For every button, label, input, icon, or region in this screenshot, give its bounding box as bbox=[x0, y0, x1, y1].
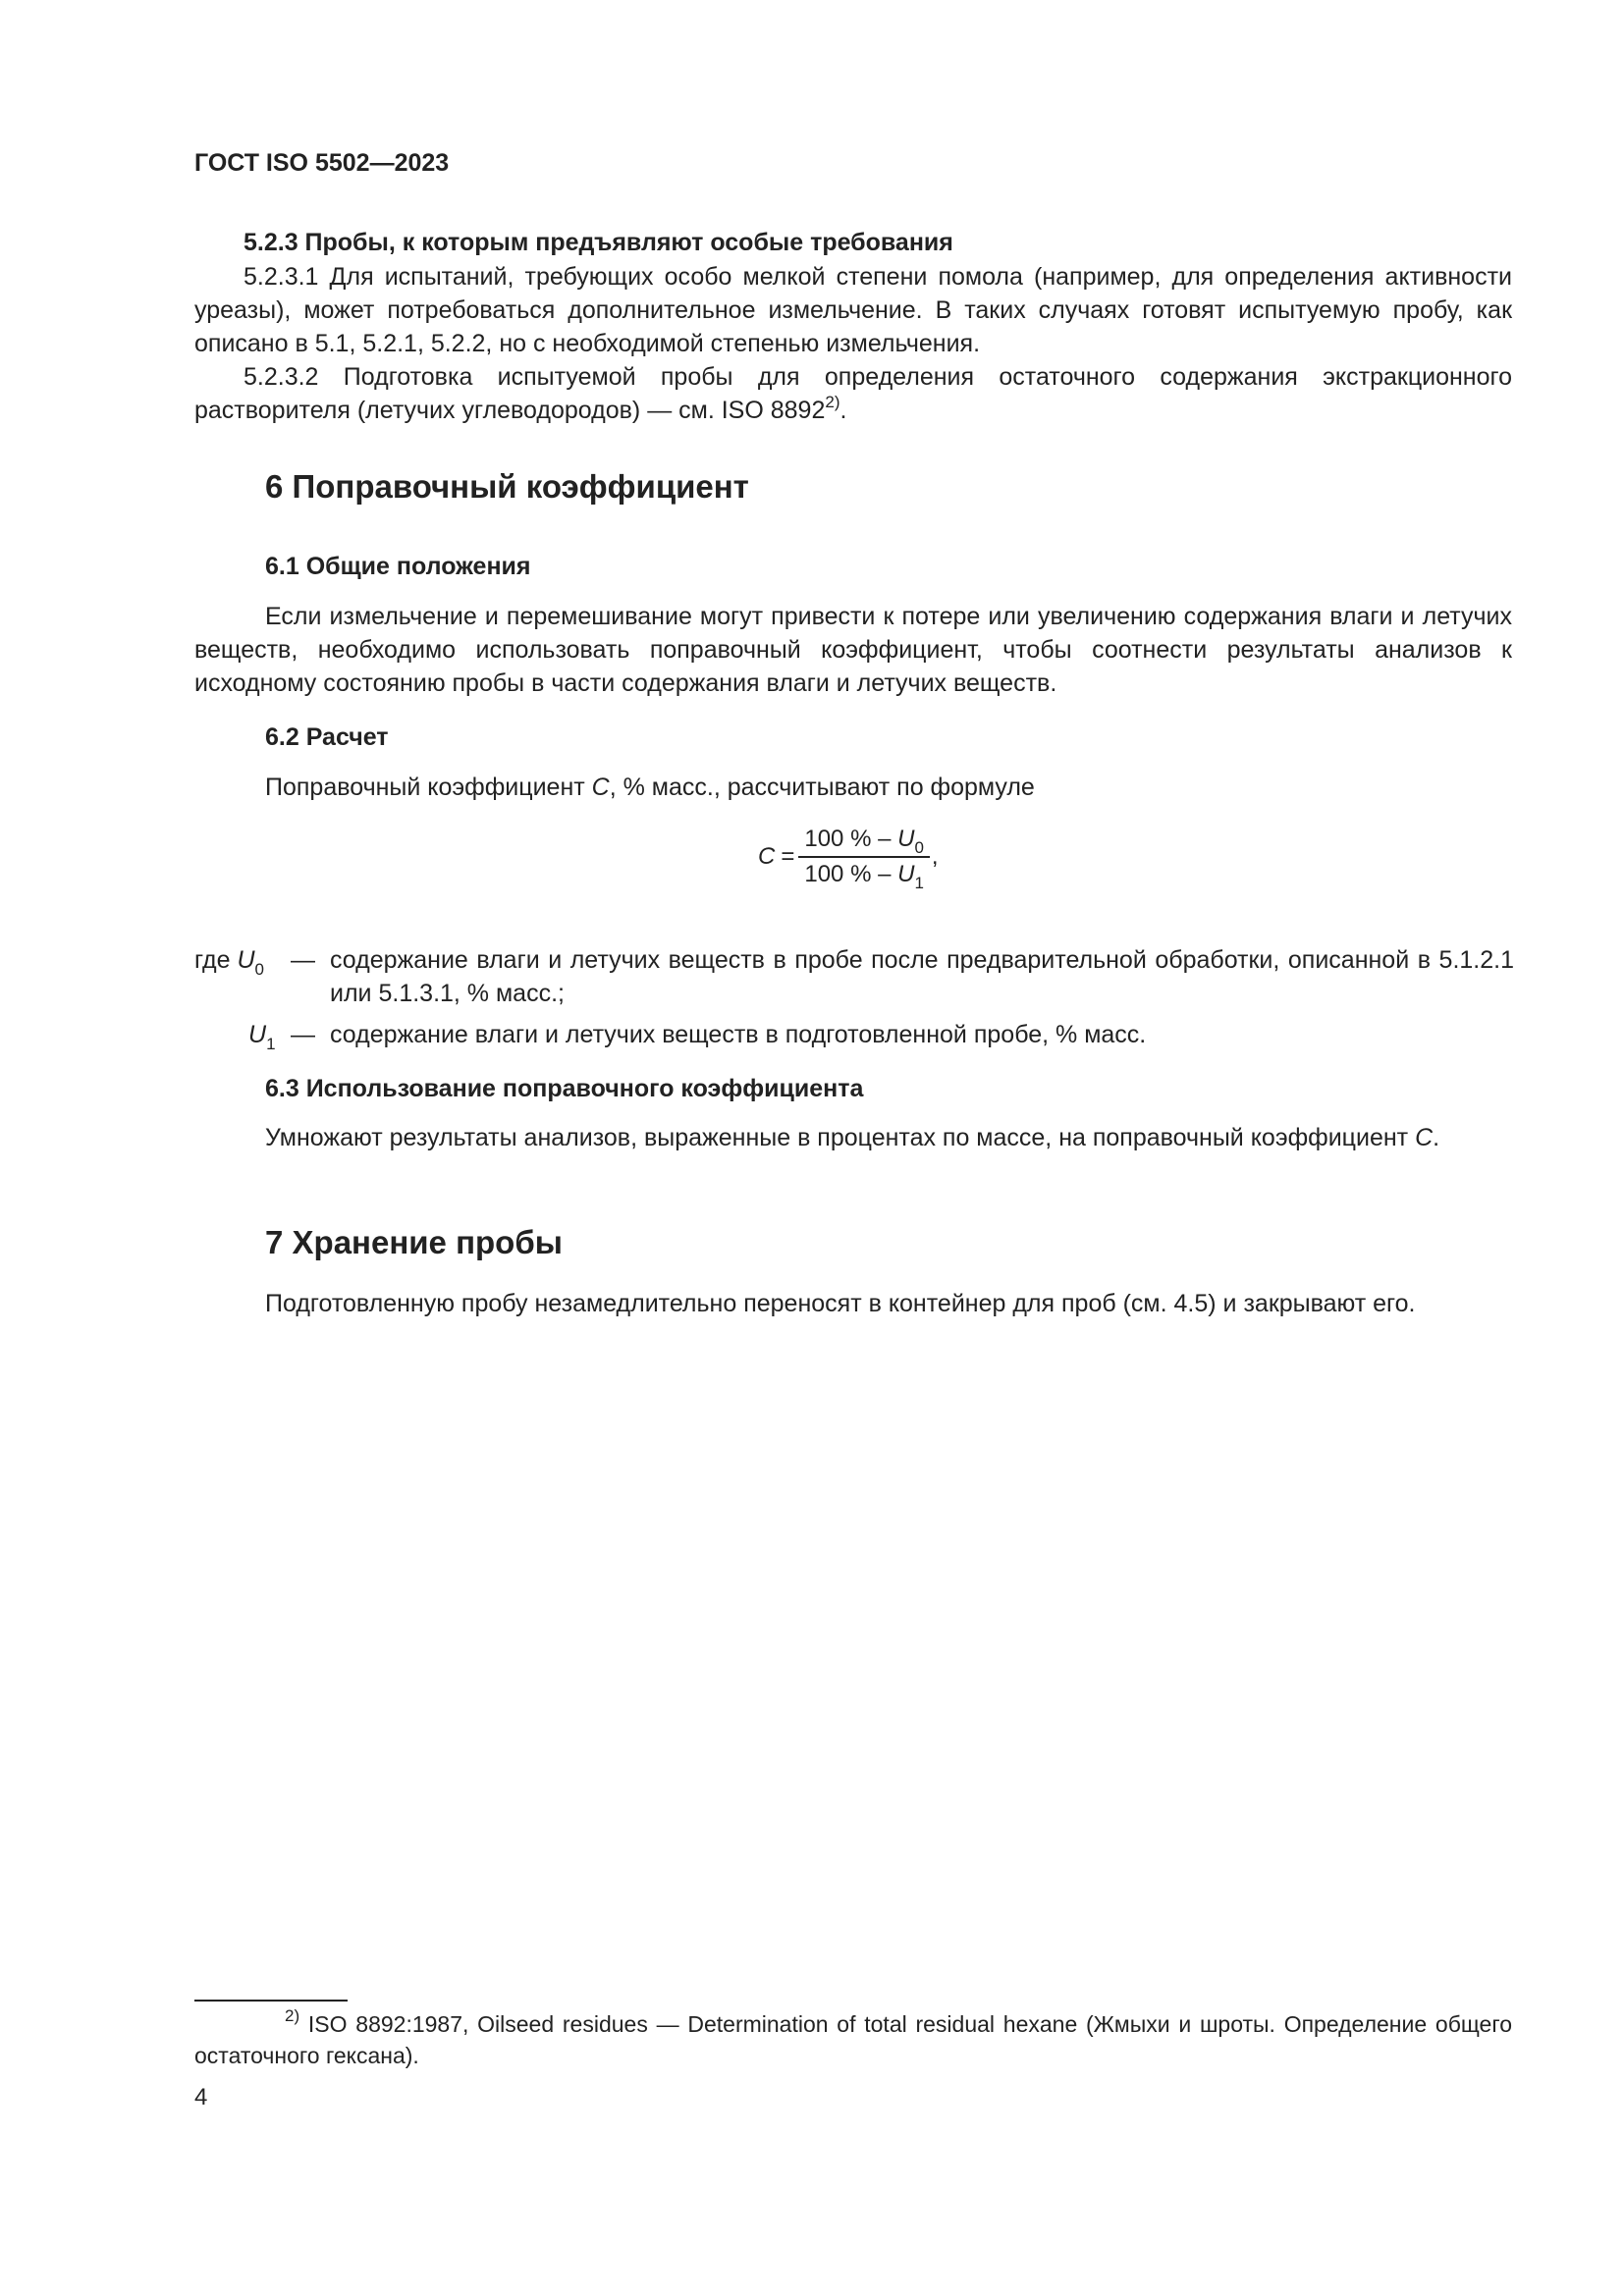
paragraph-6-3-end: . bbox=[1433, 1124, 1440, 1151]
numerator-constant: 100 % – bbox=[804, 826, 898, 852]
section-heading-6-1: 6.1 Общие положения bbox=[265, 553, 531, 580]
denominator-variable: U bbox=[897, 861, 915, 887]
numerator-subscript: 0 bbox=[914, 838, 924, 857]
variable-u1-subscript: 1 bbox=[266, 1035, 276, 1053]
intro-text-a: Поправочный коэффициент bbox=[265, 774, 592, 801]
section-heading-7: 7 Хранение пробы bbox=[265, 1224, 563, 1260]
where-word: где bbox=[194, 946, 231, 974]
paragraph-6-3-text: Умножают результаты анализов, выраженные в процентах по массе, на поправочный коэффициент bbox=[265, 1124, 1416, 1151]
paragraph-5-2-3-1 bbox=[194, 260, 1512, 360]
formula-trailing-comma: , bbox=[931, 843, 939, 870]
formula bbox=[758, 825, 939, 892]
paragraph-6-2-intro bbox=[265, 771, 1035, 804]
where-description-u0: содержание влаги и летучих веществ в пробе после предварительной обработки, описанной в 5.1.2.1 или 5.1.3.1, % масс.; bbox=[330, 946, 1514, 1007]
footnote-text: ISO 8892:1987, Oilseed residues — Determination of total residual hexane (Жмыхи и шроты. Определение общего остаточного гексана). bbox=[194, 2011, 1512, 2068]
variable-u1: U bbox=[248, 1021, 267, 1048]
denominator-constant: 100 % – bbox=[804, 861, 898, 887]
where-variable-u0: U bbox=[237, 946, 255, 974]
section-heading-5-2-3: 5.2.3 Пробы, к которым предъявляют особые требования bbox=[244, 229, 953, 256]
section-heading-6: 6 Поправочный коэффициент bbox=[265, 468, 749, 505]
formula-lhs: C bbox=[758, 843, 776, 870]
numerator-variable: U bbox=[897, 826, 915, 852]
footnote-separator bbox=[194, 2000, 348, 2002]
paragraph-7-text: Подготовленную пробу незамедлительно переносят в контейнер для проб (см. 4.5) и закрывают его. bbox=[265, 1290, 1416, 1317]
formula-numerator bbox=[798, 825, 930, 858]
where-variable-u0-subscript: 0 bbox=[254, 960, 264, 979]
paragraph-5-2-3-2 bbox=[194, 360, 1512, 427]
paragraph-7 bbox=[194, 1287, 1512, 1320]
paragraph-6-1 bbox=[194, 600, 1512, 700]
intro-text-b: , % масс., рассчитывают по формуле bbox=[609, 774, 1035, 801]
denominator-subscript: 1 bbox=[914, 874, 924, 892]
paragraph-6-1-text: Если измельчение и перемешивание могут привести к потере или увеличению содержания влаги и летучих веществ, необходимо использовать поправочный коэффициент, чтобы соотнести результаты анализов к исходному состоянию пробы в части содержания влаги и летучих веществ. bbox=[194, 603, 1512, 697]
footnote bbox=[194, 2008, 1512, 2071]
page-number: 4 bbox=[194, 2084, 208, 2110]
formula-denominator bbox=[798, 858, 930, 892]
document-header: ГОСТ ISO 5502—2023 bbox=[194, 149, 450, 177]
paragraph-5-2-3-2-text: 5.2.3.2 Подготовка испытуемой пробы для определения остаточного содержания экстракционного растворителя (летучих углеводородов) — см. ISO 8892 bbox=[194, 363, 1512, 424]
formula-fraction bbox=[798, 825, 930, 892]
where-label bbox=[194, 943, 264, 977]
section-heading-6-2: 6.2 Расчет bbox=[265, 723, 389, 751]
section-heading-6-3: 6.3 Использование поправочного коэффициента bbox=[265, 1075, 864, 1102]
where-dash-u1: — bbox=[291, 1021, 315, 1048]
variable-c-6-3: C bbox=[1415, 1124, 1434, 1151]
paragraph-5-2-3-1-text: 5.2.3.1 Для испытаний, требующих особо мелкой степени помола (например, для определения активности уреазы), может потребоваться дополнительное измельчение. В таких случаях готовят испытуемую пробу, как описано в 5.1, 5.2.1, 5.2.2, но с необходимой степенью измельчения. bbox=[194, 263, 1512, 357]
paragraph-6-3 bbox=[194, 1121, 1512, 1154]
where-dash-u0: — bbox=[291, 946, 315, 974]
where-description-u1: содержание влаги и летучих веществ в подготовленной пробе, % масс. bbox=[330, 1021, 1147, 1048]
formula-equals: = bbox=[781, 843, 795, 870]
paragraph-end-period: . bbox=[839, 397, 847, 424]
variable-c: C bbox=[591, 774, 610, 801]
where-variable-u1 bbox=[248, 1018, 276, 1051]
footnote-ref[interactable]: 2) bbox=[825, 393, 840, 411]
footnote-marker: 2) bbox=[285, 2006, 300, 2025]
